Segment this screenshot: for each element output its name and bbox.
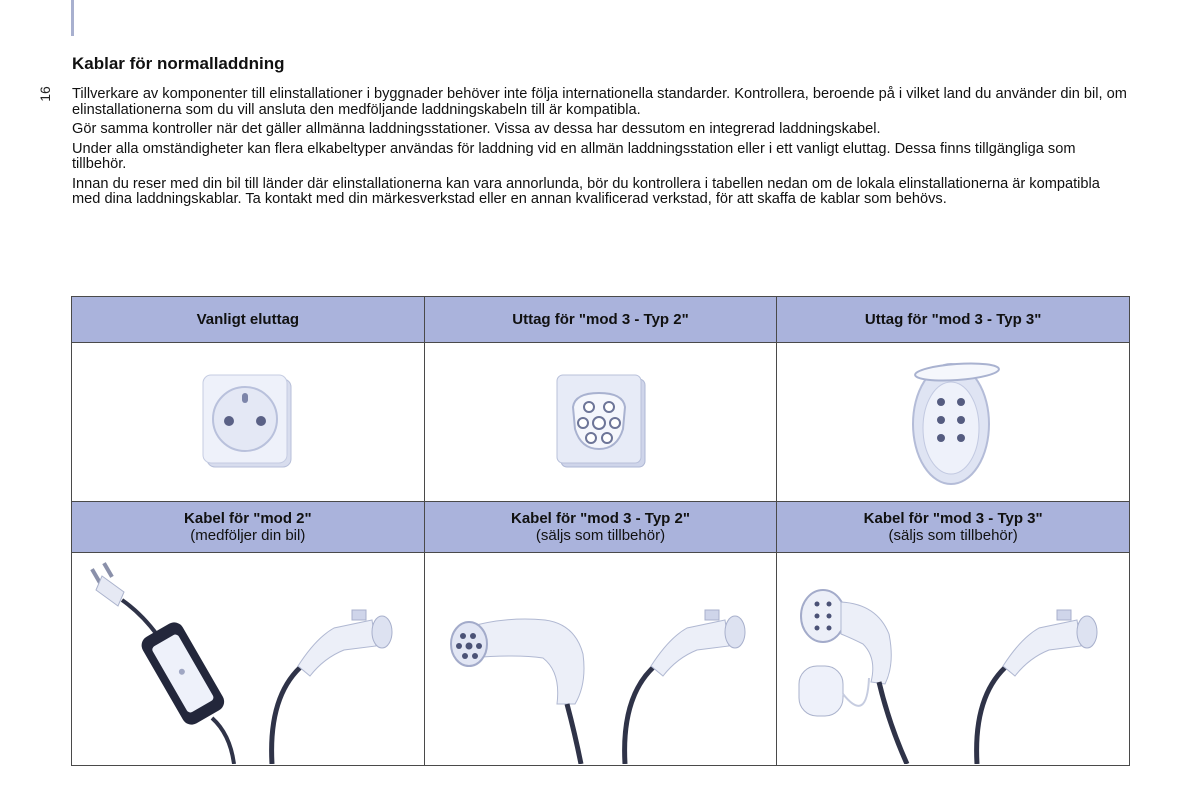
cable-cell-mode2 xyxy=(72,553,425,766)
cable-header-subtitle: (säljs som tillbehör) xyxy=(888,527,1018,544)
paragraph: Tillverkare av komponenter till elinstallationer i byggnader behöver inte följa internationella standarder. Kontrollera, beroende på i vilket land du använder din bil, om elinstallationerna som du vill ansluta den medföljande laddningskabeln till är kompatibla. xyxy=(72,86,1127,118)
paragraph: Under alla omständigheter kan flera elkabeltyper användas för laddning vid en allmän laddningsstation eller i ett vanligt eluttag. Dessa finns tillgängliga som tillbehör. xyxy=(72,140,1076,172)
type2-cable-icon xyxy=(425,554,777,764)
cable-header-type2 xyxy=(424,502,777,553)
type3-cable-icon xyxy=(777,554,1129,764)
compatibility-table xyxy=(71,296,1130,766)
cable-header-title: Kabel för "mod 3 - Typ 3" xyxy=(863,510,1043,527)
socket-cell-type2 xyxy=(424,343,777,502)
cable-header-subtitle: (medföljer din bil) xyxy=(190,527,306,544)
cable-header-title: Kabel för "mod 2" xyxy=(184,510,312,527)
cable-cell-type2 xyxy=(424,553,777,766)
cable-header-mode2 xyxy=(72,502,425,553)
socket-header-type3: Uttag för "mod 3 - Typ 3" xyxy=(777,297,1130,343)
mode2-cable-icon xyxy=(72,554,424,764)
socket-cell-household xyxy=(72,343,425,502)
type3-socket-icon xyxy=(893,352,1013,492)
cable-cell-type3 xyxy=(777,553,1130,766)
household-socket-icon xyxy=(193,367,303,477)
cable-header-type3 xyxy=(777,502,1130,553)
page-accent-bar xyxy=(71,0,74,36)
cable-header-title: Kabel för "mod 3 - Typ 2" xyxy=(511,510,690,527)
paragraph: Gör samma kontroller när det gäller allmänna laddningsstationer. Vissa av dessa har dessutom en integrerad laddningskabel. xyxy=(72,121,881,137)
socket-header-household: Vanligt eluttag xyxy=(72,297,425,343)
type2-socket-icon xyxy=(545,367,655,477)
cable-header-subtitle: (säljs som tillbehör) xyxy=(535,527,666,544)
page-number: 16 xyxy=(37,86,53,102)
paragraph: Innan du reser med din bil till länder där elinstallationerna kan vara annorlunda, bör du kontrollera i tabellen nedan om de lokala elinstallationerna är kompatibla med dina laddningskablar. Ta kontakt med din märkesverkstad eller en annan kvalificerad verkstad, för att skaffa de kablar som behövs. xyxy=(72,175,1100,207)
socket-cell-type3 xyxy=(777,343,1130,502)
section-heading: Kablar för normalladdning xyxy=(72,54,285,73)
socket-header-type2: Uttag för "mod 3 - Typ 2" xyxy=(424,297,777,343)
body-text xyxy=(72,87,1132,212)
